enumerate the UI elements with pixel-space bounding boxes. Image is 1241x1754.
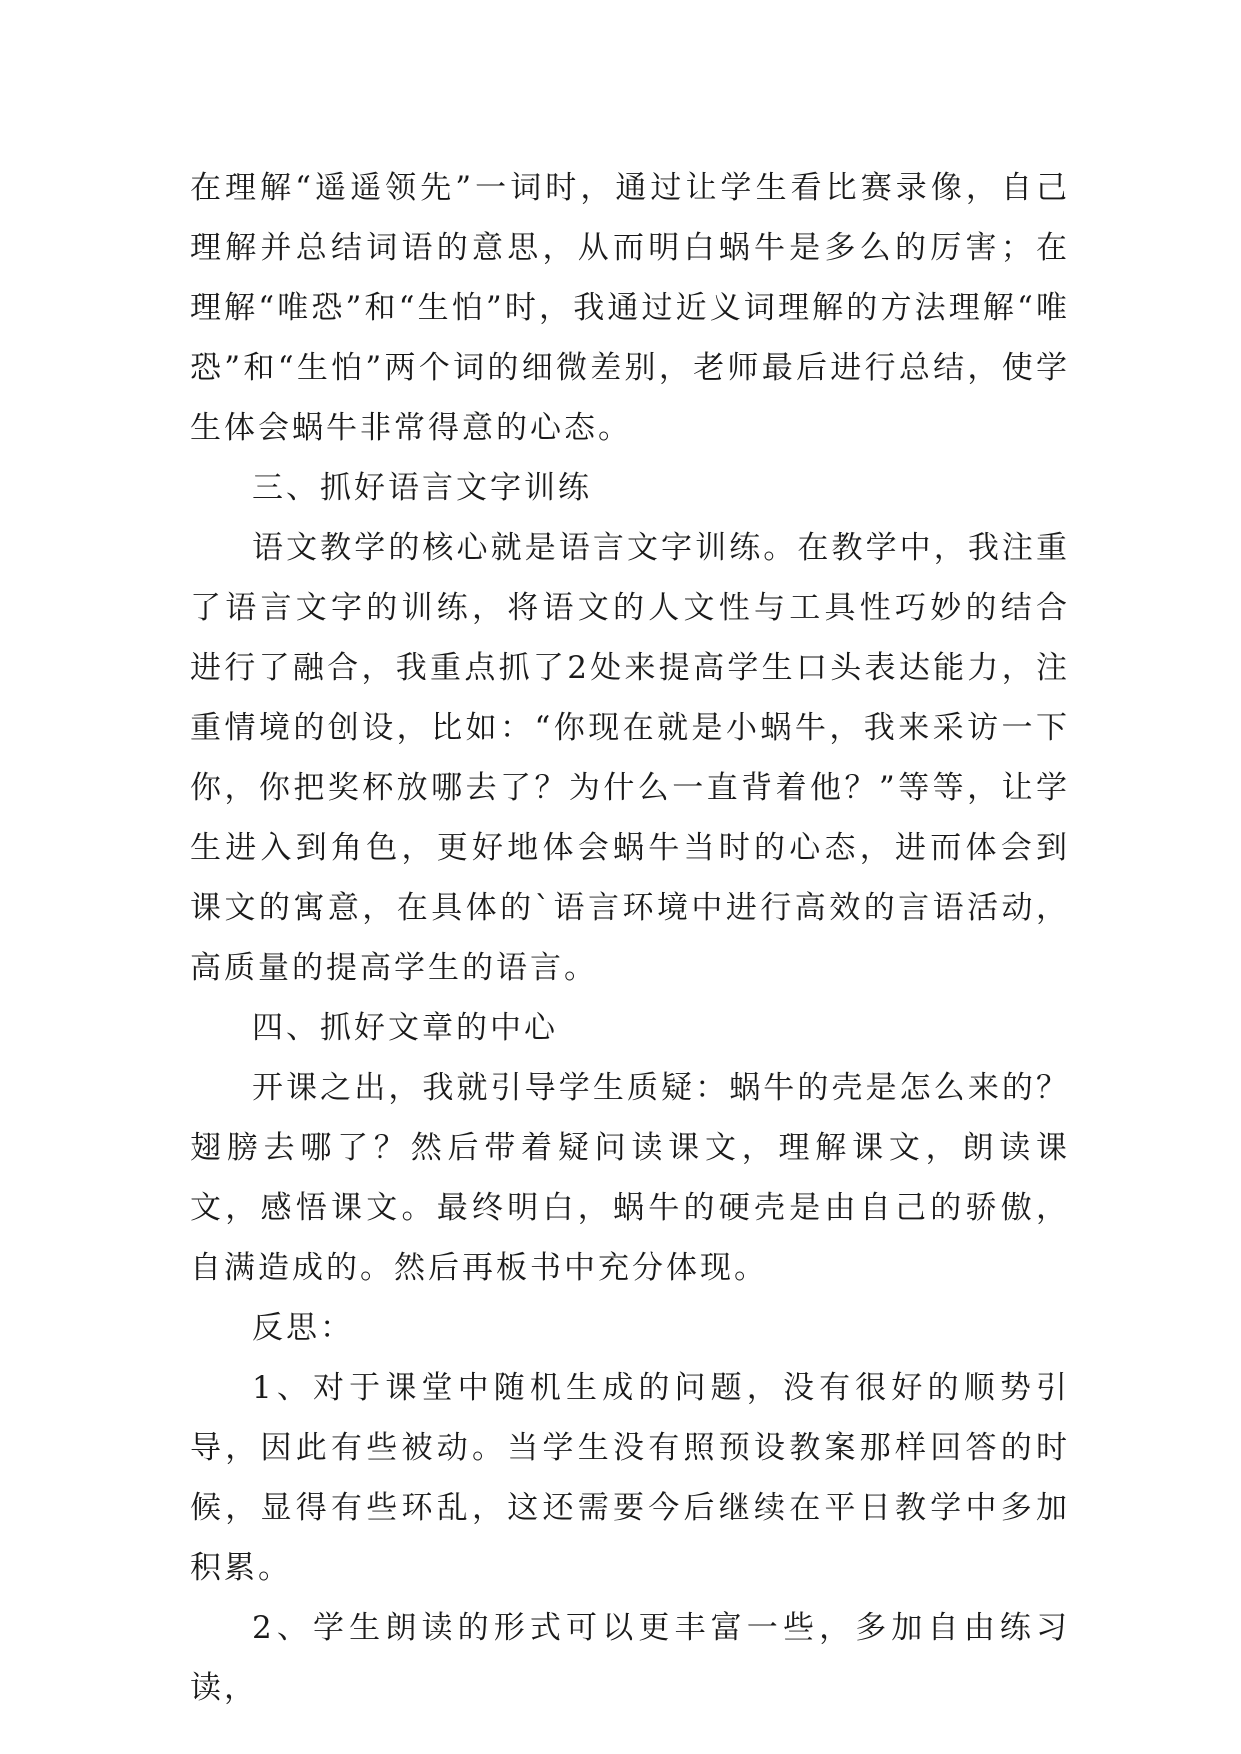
document-body [190,158,1070,1718]
section-heading-language-training: 三、抓好语言文字训练 [252,470,592,506]
paragraph-central-idea: 开课之出，我就引导学生质疑：蜗牛的壳是怎么来的？翅膀去哪了？然后带着疑问读课文，理解课文，朗读课文，感悟课文。最终明白，蜗牛的硬壳是由自己的骄傲，自满造成的。然后再板书中充分体现。 [190,1070,1070,1286]
paragraph-reflection-2: 2、学生朗读的形式可以更丰富一些，多加自由练习读， [190,1610,1070,1706]
paragraph-reflection-1: 1、对于课堂中随机生成的问题，没有很好的顺势引导，因此有些被动。当学生没有照预设教案那样回答的时候，显得有些环乱，这还需要今后继续在平日教学中多加积累。 [190,1370,1070,1586]
paragraph-language-training: 语文教学的核心就是语言文字训练。在教学中，我注重了语言文字的训练，将语文的人文性与工具性巧妙的结合进行了融合，我重点抓了2处来提高学生口头表达能力，注重情境的创设，比如：“你现在就是小蜗牛，我来采访一下你，你把奖杯放哪去了？为什么一直背着他？”等等，让学生进入到角色，更好地体会蜗牛当时的心态，进而体会到课文的寓意，在具体的`语言环境中进行高效的言语活动，高质量的提高学生的语言。 [190,530,1070,986]
paragraph-vocabulary-understanding: 在理解“遥遥领先”一词时，通过让学生看比赛录像，自己理解并总结词语的意思，从而明白蜗牛是多么的厉害；在理解“唯恐”和“生怕”时，我通过近义词理解的方法理解“唯恐”和“生怕”两个词的细微差别，老师最后进行总结，使学生体会蜗牛非常得意的心态。 [190,170,1070,446]
section-heading-central-idea: 四、抓好文章的中心 [252,1010,558,1046]
section-heading-reflection: 反思： [252,1310,354,1346]
